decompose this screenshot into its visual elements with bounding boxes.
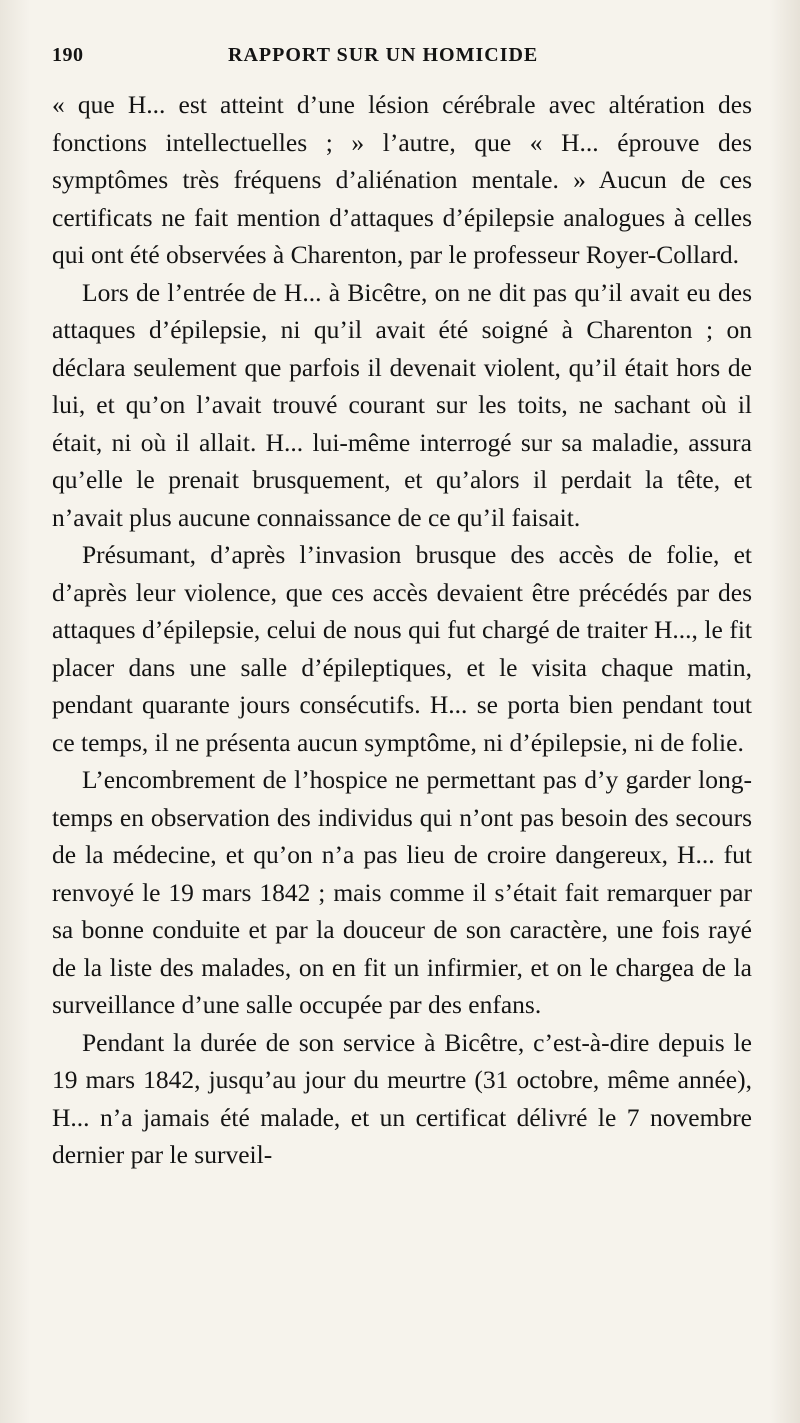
running-title: RAPPORT SUR UN HOMICIDE — [228, 44, 539, 66]
paragraph-5: Pendant la durée de son service à Bicêtre, c’est-à-dire depuis le 19 mars 1842, jusqu’au jour du meurtre (31 octobre, même année), H... n’a jamais été malade, et un certificat délivré le 7 novembre dernier par le surveil- — [52, 1027, 752, 1169]
paragraph-1: « que H... est atteint d’une lésion cérébrale avec altération des fonctions intellectuelles ; » l’autre, que « H... éprouve des symptômes très fréquens d’aliénation mentale. » Aucun de ces certificats ne fait mention d’attaques d’épilepsie analogues à celles qui ont été observées à Charenton, par le professeur Royer-Collard. — [52, 90, 752, 269]
paragraph-4: L’encombrement de l’hospice ne permettant pas d’y garder long-temps en observation des individus qui n’ont pas besoin des secours de la médecine, et qu’on n’a pas lieu de croire dangereux, H... fut renvoyé le 19 mars 1842 ; mais comme il s’était fait remarquer par sa bonne conduite et par la douceur de son caractère, une fois rayé de la liste des malades, on en fit un infirmier, et on le chargea de la surveillance d’une salle occupée par des enfans. — [52, 765, 752, 1019]
paragraph-3: Présumant, d’après l’invasion brusque des accès de folie, et d’après leur violence, que ces accès devaient être précédés par des attaques d’épilepsie, celui de nous qui fut chargé de traiter H..., le fit placer dans une salle d’épileptiques, et le visita chaque matin, pendant quarante jours consécutifs. H... se porta bien pendant tout ce temps, il ne présenta aucun symptôme, ni d’épilepsie, ni de folie. — [52, 540, 752, 757]
paragraph-2: Lors de l’entrée de H... à Bicêtre, on ne dit pas qu’il avait eu des attaques d’épilepsie, ni qu’il avait été soigné à Charenton ; on déclara seulement que parfois il devenait violent, qu’il était hors de lui, et qu’on l’avait trouvé courant sur les toits, ne sachant où il était, ni où il allait. H... lui-même interrogé sur sa maladie, assura qu’elle le prenait brusquement, et qu’alors il perdait la tête, et n’avait plus aucune connaissance de ce qu’il faisait. — [52, 277, 752, 532]
page-number: 190 — [52, 44, 84, 66]
page-header — [52, 44, 748, 74]
body-text — [52, 86, 752, 1174]
